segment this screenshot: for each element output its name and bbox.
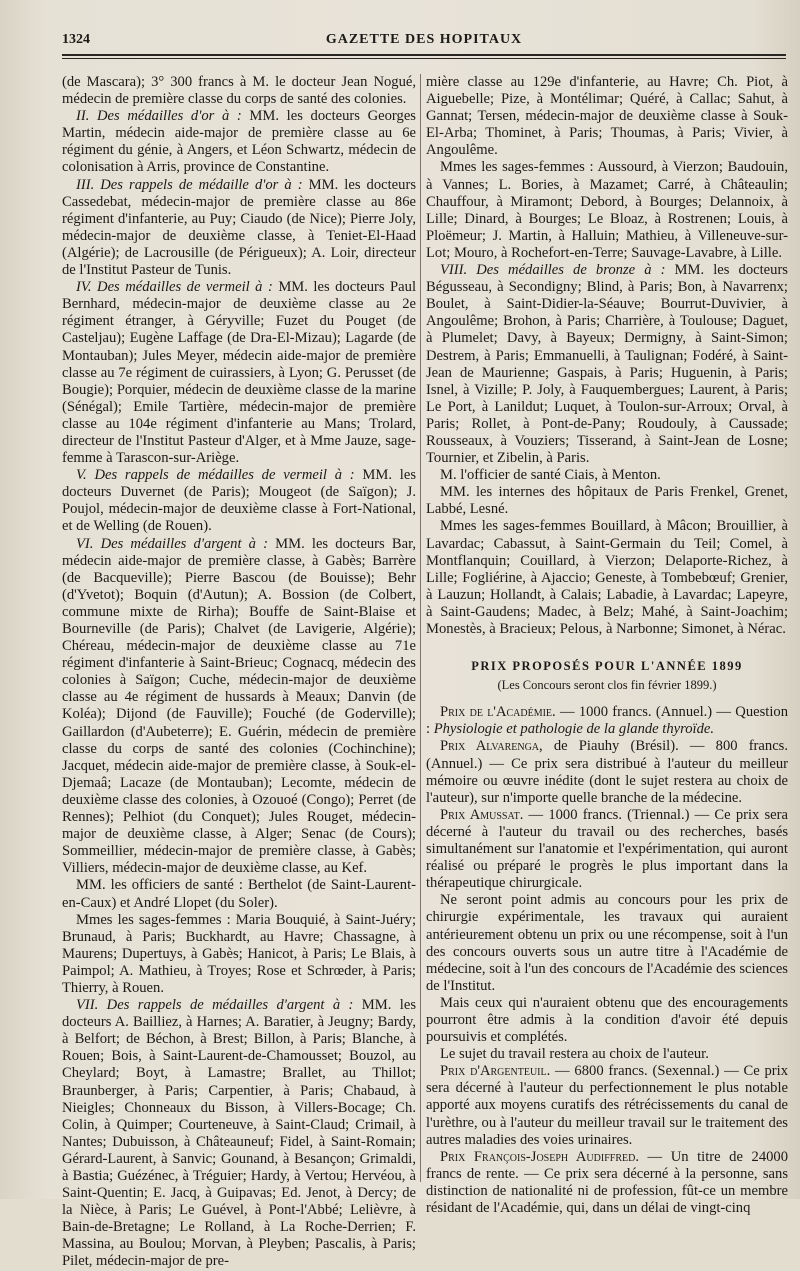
running-title: GAZETTE DES HOPITAUX — [325, 32, 523, 47]
header-rule — [62, 54, 786, 59]
paragraph-text: MM. les docteurs Duvernet (de Paris); Mougeot (de Saïgon); J. Poujol, médecin-major de deuxième classe à Fort-National, et de Welling (de Rouen). — [62, 467, 416, 535]
paragraph-text: MM. les docteurs A. Bailliez, à Harnes; A. Baratier, à Jeugny; Bardy, à Belfort; de Béchon, à Brest; Billon, à Paris; Blanche, à Rouen; Bois, à Saint-Laurent-de-Chamousset; Bouzol, au Cheylard; Boyt, à Lamastre; Brallet, au Thillot; Braunberger, à Paris; Carpentier, à Paris; Chabaud, à Nieigles; Chonneaux du Bisson, à Villers-Bocage; Ch. Colin, à Quimper; Courteneuve, à Saint-Claud; Crimail, à Nantes; Dubuisson, à Châteauneuf; Fidel, à Saint-Romain; Gérard-Laurent, à Sanvic; Gounand, à Besançon; Grimaldi, à Bastia; Guézénec, à Tréguier; Hardy, à Vertou; Hervéou, à Saint-Quentin; E. Jacq, à Guipavas; Ed. Jenot, à Dercy; de la Nièce, à Paris; Le Guével, à Pont-l'Abbé; Lelièvre, à Bain-de-Bretagne; Le Rolland, à La Roche-Derrien; F. Massina, au Boulou; Morvan, à Pleyben; Pascalis, à Paris; Pilet, médecin-major de pre- — [62, 997, 416, 1270]
page-number: 1324 — [62, 32, 90, 47]
prize-paragraph — [426, 892, 788, 995]
left-column — [62, 74, 416, 1270]
prize-text: — Un titre de 24000 francs de rente. — Ce prix sera décerné à la personne, sans distinction de nationalité ni de profession, fût-ce un membre résidant de l'Académie, qui, dans un délai de vingt-cinq — [426, 1148, 789, 1216]
paragraph-text: M. l'officier de santé Ciais, à Menton. — [440, 467, 661, 484]
paragraph-text: MM. les docteurs Georges Martin, médecin aide-major de première classe au 6e régiment du génie, à Angers, et Léon Schwartz, médecin de colonisation à Arris, province de Constantine. — [62, 108, 416, 176]
prize-text: de Piauhy (Brésil). — 800 francs. (Annuel.) — Ce prix sera distribué à l'auteur du meilleur mémoire ou œuvre inédite (dont le sujet restera au choix de l'auteur), sur n'importe quelle branche de la médecine. — [426, 738, 788, 806]
paragraph — [62, 74, 416, 108]
prize-text: Ne seront point admis au concours pour les prix de chirurgie expérimentale, les travaux qui auraient antérieurement obtenu un prix ou une récompense, soit à l'un des concours ouverts sous un autre titre à l'Académie de médecine, soit à l'un des concours de l'Académie des sciences de l'Institut. — [426, 892, 788, 994]
paragraph-text: Mmes les sages-femmes Bouillard, à Mâcon; Brouillier, à Lavardac; Cabassut, à Saint-Germain du Teil; Comel, à Montflanquin; Couillard, à Vierzon; Delaporte-Richez, à Lille; Fogliérine, à Ajaccio; Geneste, à Tombebœuf; Grenier, à Lauzun; Hollandt, à Calais; Labadie, à Lavardac; Lapeyre, à Saint-Gaudens; Madec, à Belz; Mahé, à Saint-Joachim; Monestès, à Bracieux; Pelous, à Narbonne; Simonet, à Nérac. — [426, 518, 788, 637]
paragraph — [62, 177, 416, 280]
paragraph — [62, 997, 416, 1271]
prize-name: Prix d'Argenteuil. — [440, 1063, 551, 1080]
prize-paragraph — [426, 807, 788, 892]
paragraph — [62, 912, 416, 997]
paragraph-lead: IV. Des médailles de vermeil à : — [76, 279, 273, 296]
paragraph-lead: VII. Des rappels de médailles d'argent à : — [76, 997, 354, 1014]
prize-paragraph — [426, 1149, 788, 1217]
prize-text: Le sujet du travail restera au choix de l'auteur. — [440, 1046, 709, 1063]
paragraph-text: MM. les internes des hôpitaux de Paris Frenkel, Grenet, Labbé, Lesné. — [426, 484, 788, 518]
paragraph — [62, 467, 416, 535]
paragraph — [426, 74, 788, 159]
paragraph-lead: VIII. Des médailles de bronze à : — [440, 262, 666, 279]
prize-name: Prix Alvarenga, — [440, 738, 543, 755]
paragraph — [62, 279, 416, 467]
prize-text: — 1000 francs. (Triennal.) — Ce prix sera décerné à l'auteur du travail ou des recherches, basés simultanément sur l'anatomie et l'expérimentation, qui auront réalisé ou préparé le progrès le plus important dans la thérapeutique chirurgicale. — [426, 806, 789, 892]
prize-paragraph — [426, 995, 788, 1046]
paragraph — [426, 484, 788, 518]
paragraph-text: MM. les docteurs Bégusseau, à Secondigny; Blind, à Paris; Bon, à Navarrenx; Boulet, à Saint-Didier-la-Séauve; Bourrut-Duvivier, à Angoulême; Brohon, à Paris; Charrière, à Toulouse; Daguet, à Plumelet; Davy, à Bayeux; Dermigny, à Saint-Simon; Destrem, à Paris; Emmanuelli, à Taulignan; Fodéré, à Saint-Jean de Maurienne; Gaspais, à Paris; Huguenin, à Paris; Isnel, à Vizille; P. Joly, à Fauquembergues; Laurent, à Paris; Le Port, à Lanildut; Luquet, à Toulon-sur-Arroux; Orval, à Paris; Rollet, à Pont-de-Pany; Roudouly, à Caussade; Rousseaux, à Vouziers; Tisserand, à Saint-Jean de Losne; Tournier, et Zibelin, à Paris. — [426, 262, 788, 467]
paragraph — [62, 536, 416, 878]
paragraph — [62, 108, 416, 176]
paragraph — [426, 262, 788, 467]
paragraph-lead: II. Des médailles d'or à : — [76, 108, 242, 125]
paragraph-text: MM. les docteurs Paul Bernhard, médecin-major de deuxième classe au 2e régiment étranger, à Géryville; Fuzet du Pouget (de Casteljau); Eugène Laffage (de Dra-El-Mizau); Lagarde (de Montauban); Jules Meyer, médecin aide-major de première classe au 7e régiment de cuirassiers, à Lyon; G. Perusset (de Bougie); Porquier, médecin de deuxième classe de la marine (Sénégal); Emile Tartière, médecin-major de première classe au 104e régiment d'infanterie au Mans; Trolard, directeur de l'Institut Pasteur d'Alger, et à Mme Jauze, sage-femme à Tarascon-sur-Ariège. — [62, 279, 416, 467]
paragraph-text: MM. les officiers de santé : Berthelot (de Saint-Laurent-en-Caux) et André Llopet (du Soler). — [62, 877, 416, 911]
paragraph-text: mière classe au 129e d'infanterie, au Havre; Ch. Piot, à Aiguebelle; Pize, à Montélimar; Quéré, à Callac; Sahut, à Gannat; Tersen, médecin-major de deuxième classe à Souk-El-Arba; Thominet, à Paris; Thoumas, à Paris; Vivier, à Angoulême. — [426, 74, 788, 159]
prize-name: Prix François-Joseph Audiffred. — [440, 1148, 639, 1165]
right-column-paragraphs — [426, 74, 788, 638]
prizes-heading: PRIX PROPOSÉS POUR L'ANNÉE 1899 — [471, 659, 743, 674]
paragraph-lead: V. Des rappels de médailles de vermeil à : — [76, 467, 355, 484]
paragraph — [426, 467, 788, 484]
prize-text: — 1000 francs. (Annuel.) — Question : — [426, 704, 788, 738]
paragraph — [426, 159, 788, 262]
prize-text: Mais ceux qui n'auraient obtenu que des encouragements pourront être admis à la condition d'avoir été depuis poursuivis et complétés. — [426, 994, 788, 1046]
paragraph — [426, 518, 788, 638]
paragraph-text: MM. les docteurs Bar, médecin aide-major de première classe, à Gabès; Barrère (de Bacqueville); Pierre Bascou (de Bouisse); Behr (d'Yvetot); Boquin (d'Autun); A. Bossion (de Colbert, commune mixte de Rirha); Bouffe de Saint-Blaise et Bourneville (de Paris); Chalvet (de Lavigerie, Algérie); Chéreau, médecin-major de deuxième classe au 71e régiment d'infanterie à Saint-Brieuc; Cognacq, médecin des colonies à Saïgon; Cuche, médecin-major de deuxième classe au 4e régiment de hussards à Meaux; Danvin (de Koléa); Dijond (de Fauville); Fouché (de Goderville); Gaillardon (d'Aubeterre); E. Guérin, médecin de première classe du corps de santé des colonies (Cochinchine); Jacquet, médecin aide-major de première classe, à Souk-el-Djemaâ; Lacaze (de Montauban); Lecomte, médecin de deuxième classe des colonies, à Ozouoé (Congo); Perret (de Rennes); Pelhiot (du Conquet); Jules Rouget, médecin-major de deuxième classe, à Alger; Senac (de Cours); Sommeillier, médecin-major de première classe, à Gabès; Villiers, médecin-major de deuxième classe, au Kef. — [62, 535, 416, 877]
prize-question: Physiologie et pathologie de la glande thyroïde. — [433, 721, 715, 738]
prize-paragraph — [426, 738, 788, 806]
column-divider — [420, 74, 421, 1182]
paragraph-text: Mmes les sages-femmes : Aussourd, à Vierzon; Baudouin, à Vannes; L. Bories, à Mazamet; Carré, à Châteaulin; Chauffour, à Miramont; Debord, à Bourges; Delannoix, à Lille; Dinard, à Bourges; Le Bloaz, à Rostrenen; Louis, à Ploëmeur; J. Martin, à Halluin; Mathieu, à Villeneuve-sur-Lot; Mouro, à Rochefort-en-Terre; Sauvage-Lavabre, à Lille. — [426, 159, 788, 261]
prize-paragraph — [426, 1046, 788, 1063]
paragraph-lead: III. Des rappels de médaille d'or à : — [76, 176, 303, 193]
prizes-paragraphs — [426, 704, 788, 1217]
page-header — [62, 30, 786, 52]
paragraph-text: (de Mascara); 3° 300 francs à M. le docteur Jean Nogué, médecin de première classe du corps de santé des colonies. — [62, 74, 416, 108]
paragraph-text: Mmes les sages-femmes : Maria Bouquié, à Saint-Juéry; Brunaud, à Paris; Buckhardt, au Havre; Chassagne, à Maurens; Dupertuys, à Gabès; Hanicot, à Paris; Le Blais, à Paimpol; A. Mathieu, à Troyes; Rose et Schrœder, à Paris; Thierry, à Rouen. — [62, 911, 416, 996]
prize-paragraph — [426, 1063, 788, 1148]
paragraph — [62, 877, 416, 911]
prizes-subheading: (Les Concours seront clos fin février 1899.) — [497, 678, 717, 693]
prize-name: Prix de l'Académie. — [440, 704, 556, 721]
paragraph-text: MM. les docteurs Cassedebat, médecin-major de première classe au 86e régiment d'infanterie, au Puy; Ciaudo (de Nice); Pierre Joly, médecin-major de deuxième classe, à Teniet-El-Haad (Algérie); de Lacrousille (de Périgueux); A. Loir, directeur de l'Institut Pasteur de Tunis. — [62, 176, 416, 279]
prize-name: Prix Amussat. — [440, 806, 524, 823]
right-column — [426, 74, 789, 1216]
prize-text: — 6800 francs. (Sexennal.) — Ce prix sera décerné à l'auteur du perfectionnement le plus notable apporté aux moyens curatifs des rétrécissements du canal de l'urèthre, ou à l'auteur du meilleur travail sur le traitement des autres maladies des voies urinaires. — [426, 1063, 789, 1148]
paragraph-lead: VI. Des médailles d'argent à : — [76, 535, 268, 552]
prize-paragraph — [426, 704, 788, 738]
